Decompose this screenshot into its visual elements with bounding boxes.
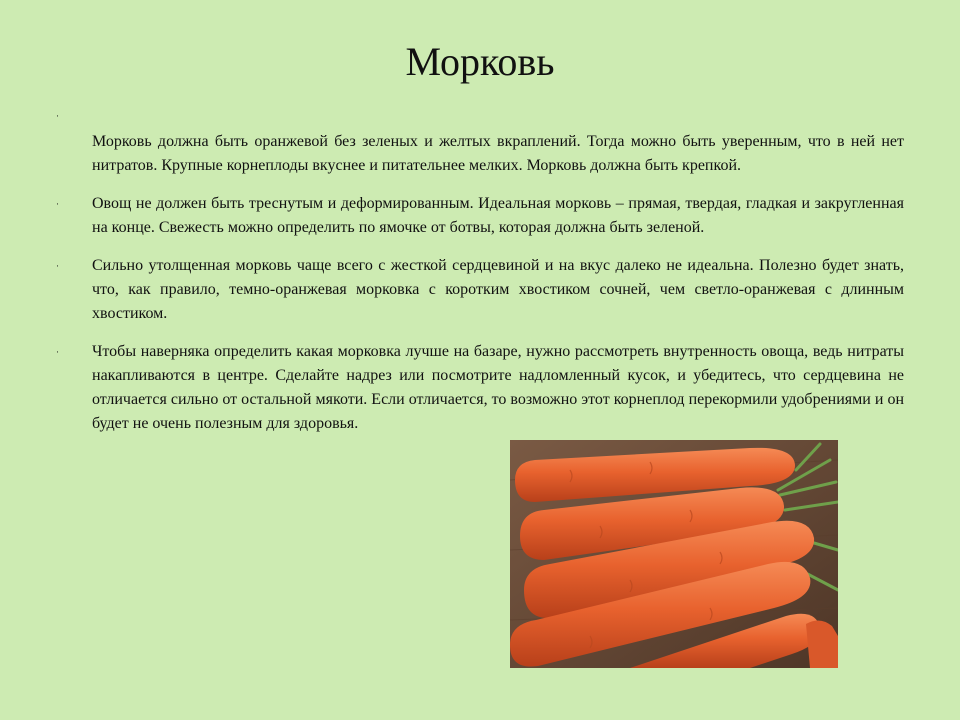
bullet-text: Овощ не должен быть треснутым и деформированным. Идеальная морковь – прямая, твердая, гладкая и закругленная на конце. Свежесть можно определить по ямочке от ботвы, которая должна быть зеленой. xyxy=(92,195,904,236)
bullet-text: Морковь должна быть оранжевой без зеленых и желтых вкраплений. Тогда можно быть уверенным, что в ней нет нитратов. Крупные корнеплоды вкуснее и питательнее мелких. Морковь должна быть крепкой. xyxy=(92,133,904,174)
bullet-dot: · xyxy=(56,111,59,121)
slide-title: Морковь xyxy=(405,39,555,84)
bullet-text: Сильно утолщенная морковь чаще всего с жесткой сердцевиной и на вкус далеко не идеальна. Полезно будет знать, что, как правило, темно-оранжевая морковка с коротким хвостиком сочней, чем светло-оранжевая с длинным хвостиком. xyxy=(92,257,904,322)
bullet-item-empty xyxy=(56,104,904,126)
bullet-dot: · xyxy=(56,199,59,209)
bullet-item xyxy=(56,130,904,178)
bullet-dot: · xyxy=(56,347,59,357)
bullet-item xyxy=(56,340,904,436)
bullet-item xyxy=(56,254,904,326)
carrot-illustration xyxy=(510,440,838,668)
bullet-dot: · xyxy=(56,261,59,271)
bullet-item xyxy=(56,192,904,240)
carrot-photo xyxy=(510,440,838,668)
bullet-text: Чтобы наверняка определить какая морковка лучше на базаре, нужно рассмотреть внутренность овоща, ведь нитраты накапливаются в центре. Сделайте надрез или посмотрите надломленный кусок, и убедитесь, что сердцевина не отличается сильно от остальной мякоти. Если отличается, то возможно этот корнеплод перекормили удобрениями и он будет не очень полезным для здоровья. xyxy=(92,343,904,432)
bullet-list xyxy=(56,104,904,436)
